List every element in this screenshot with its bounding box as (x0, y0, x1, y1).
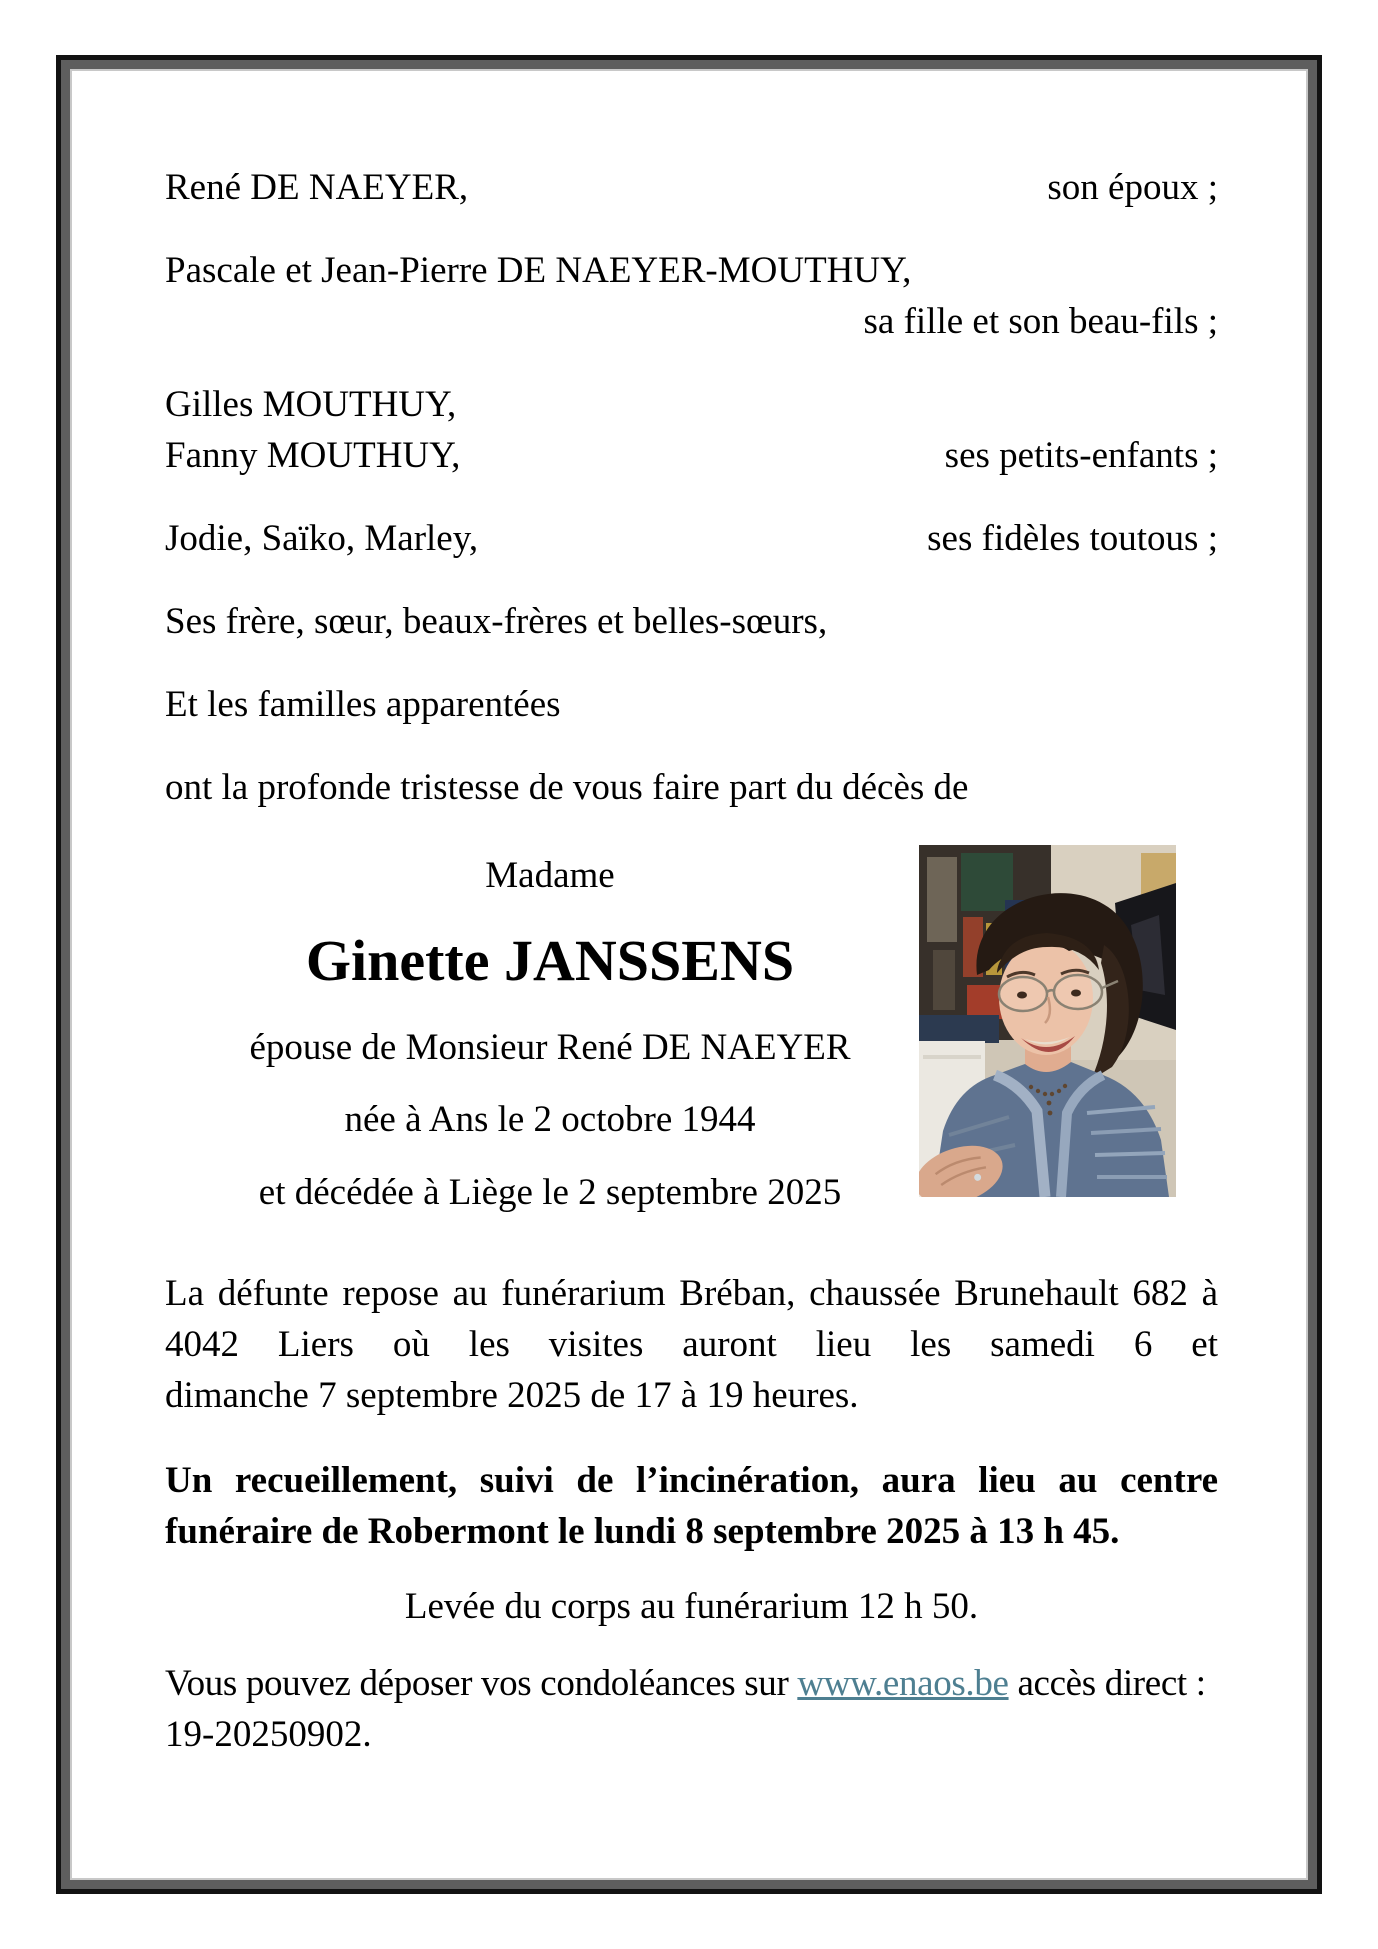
mourner-name: Fanny MOUTHUY, (165, 435, 461, 476)
mourner-name: René DE NAEYER, (165, 167, 469, 208)
announcement-intro (165, 762, 1218, 813)
page-border-frame (56, 55, 1322, 1894)
deceased-birth: née à Ans le 2 octobre 1944 (344, 1099, 756, 1140)
visitation-line-3: dimanche 7 septembre 2025 de 17 à 19 heures. (165, 1375, 859, 1416)
mourner-row-pets (165, 513, 1218, 564)
condolences-text-before-link: Vous pouvez déposer vos condoléances sur (165, 1663, 798, 1704)
mourner-row-daughter-relation (165, 296, 1218, 347)
visitation-line-2: 4042 Liers où les visites auront lieu les samedi 6 et (165, 1324, 1218, 1365)
mourner-row-grandchild-1 (165, 379, 1218, 430)
page-content (70, 69, 1308, 1880)
visitation-line-1: La défunte repose au funérarium Bréban, chaussée Brunehault 682 à (165, 1273, 1218, 1314)
mourner-row-families (165, 679, 1218, 730)
mourner-name: Pascale et Jean-Pierre DE NAEYER-MOUTHUY, (165, 250, 912, 291)
mourner-relation: sa fille et son beau-fils ; (863, 301, 1218, 342)
ceremony-line-1: Un recueillement, suivi de l’incinération, aura lieu au centre (165, 1460, 1218, 1501)
portrait-illustration (919, 845, 1176, 1197)
levee-line: Levée du corps au funérarium 12 h 50. (404, 1586, 979, 1627)
announcement-intro-text: ont la profonde tristesse de vous faire part du décès de (165, 767, 969, 808)
mourner-row-siblings (165, 596, 1218, 647)
condolences-text-after-link: accès direct : (1008, 1663, 1206, 1704)
mourner-name: Ses frère, sœur, beaux-frères et belles-sœurs, (165, 601, 828, 642)
enaos-website-link[interactable]: www.enaos.be (797, 1663, 1009, 1704)
mourner-name: Jodie, Saïko, Marley, (165, 518, 479, 559)
deceased-title: Madame (485, 855, 615, 896)
mourner-row-daughter (165, 245, 1218, 296)
mourner-relation: ses fidèles toutous ; (927, 518, 1218, 559)
deceased-death: et décédée à Liège le 2 septembre 2025 (258, 1172, 842, 1213)
mourner-relation: son époux ; (1047, 167, 1218, 208)
condolences-line-1 (165, 1658, 1265, 1709)
condolences-access-code: 19-20250902. (165, 1714, 372, 1755)
deceased-portrait-photo (919, 845, 1176, 1197)
mourner-name: Et les familles apparentées (165, 684, 561, 725)
mourner-row-spouse (165, 162, 1218, 213)
deceased-spouse-of: épouse de Monsieur René DE NAEYER (249, 1027, 851, 1068)
page-border-frame-mid (61, 60, 1317, 1889)
mourner-relation: ses petits-enfants ; (944, 435, 1218, 476)
deceased-name: Ginette JANSSENS (305, 928, 795, 993)
mourner-name: Gilles MOUTHUY, (165, 384, 457, 425)
ceremony-line-2: funéraire de Robermont le lundi 8 septembre 2025 à 13 h 45. (165, 1511, 1120, 1552)
mourner-row-grandchild-2 (165, 430, 1218, 481)
